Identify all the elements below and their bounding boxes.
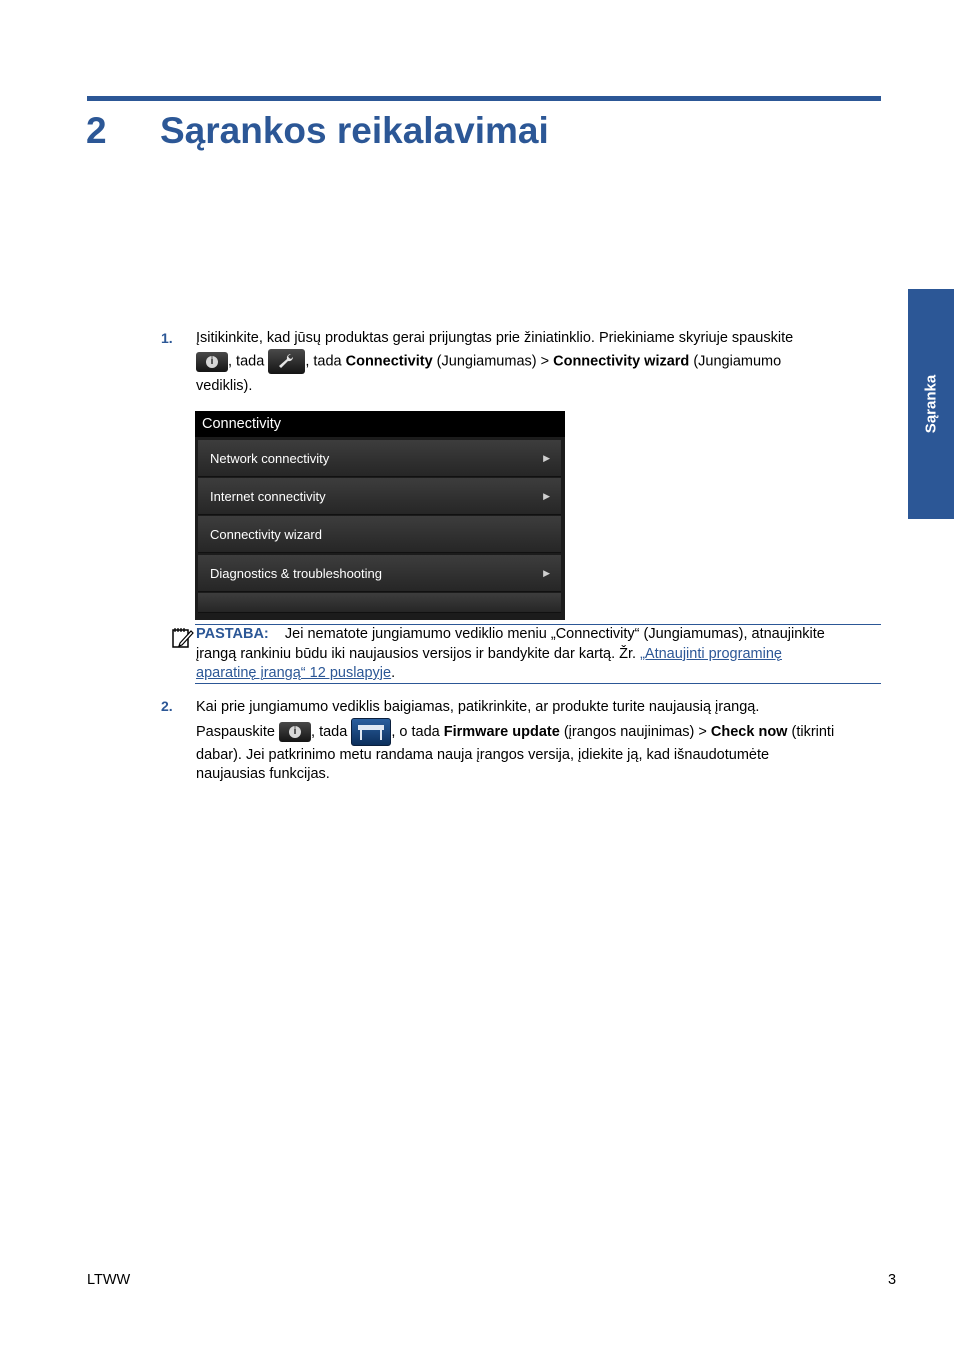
footer-left: LTWW <box>87 1272 131 1288</box>
step-1-text-c: (Jungiamumas) > <box>436 353 550 370</box>
note-text-1: Jei nematote jungiamumo vediklio meniu „Connectivity“ (Jungiamumas), atnaujinkite <box>284 626 825 642</box>
chevron-right-icon: ▶ <box>543 453 550 463</box>
note-icon <box>171 626 195 655</box>
chapter-rule <box>87 96 881 101</box>
step-2-number: 2. <box>161 698 173 714</box>
wrench-icon <box>268 349 305 374</box>
note-label: PASTABA: <box>196 626 269 642</box>
step-1-connectivity: Connectivity <box>345 353 433 370</box>
step-2-text-d: (įrangos naujinimas) > <box>563 723 707 740</box>
note-text-2: įrangą rankiniu būdu iki naujausios versijos ir bandykite dar kartą. Žr. <box>196 646 637 662</box>
menu-item-connectivity-wizard[interactable] <box>198 516 561 553</box>
menu-item-diagnostics[interactable] <box>198 555 561 592</box>
step-2-line-4: naujausias funkcijas. <box>196 766 330 782</box>
note-link-part-1[interactable]: „Atnaujinti programinę <box>640 646 782 662</box>
step-2-text-e: (tikrinti <box>791 723 835 740</box>
step-1-connectivity-wizard: Connectivity wizard <box>553 353 690 370</box>
side-tab-label: Sąranka <box>922 374 940 434</box>
step-2-text-b: , tada <box>311 723 348 740</box>
connectivity-screenshot <box>195 411 565 620</box>
note-bottom-rule <box>195 683 881 684</box>
menu-item-network-connectivity[interactable] <box>198 440 561 477</box>
chapter-title: Sąrankos reikalavimai <box>160 110 549 151</box>
step-1-line-1: Įsitikinkite, kad jūsų produktas gerai prijungtas prie žiniatinklio. Priekiniame skyriuje spauskite <box>196 330 794 346</box>
step-1-number: 1. <box>161 330 173 346</box>
menu-item-empty <box>198 593 561 613</box>
info-glyph: i <box>206 356 218 368</box>
menu-item-label: Network connectivity <box>210 451 330 466</box>
chevron-right-icon: ▶ <box>543 491 550 501</box>
menu-item-label: Diagnostics & troubleshooting <box>210 566 382 581</box>
step-1-text-b: , tada <box>305 353 342 370</box>
printer-icon <box>351 718 391 746</box>
menu-item-label: Internet connectivity <box>210 489 326 504</box>
note-end: . <box>391 665 396 681</box>
info-glyph: i <box>289 726 301 738</box>
step-1-line-2 <box>196 349 781 374</box>
screen-title: Connectivity <box>195 411 565 437</box>
note-link-part-2[interactable]: aparatinę įrangą“ 12 puslapyje <box>196 665 392 681</box>
step-2-line-3: dabar). Jei patkrinimo metu randama nauja įrangos versija, įdiekite ją, kad išnaudotumėte <box>196 747 770 763</box>
chapter-number: 2 <box>86 110 107 151</box>
step-2-line-1: Kai prie jungiamumo vediklis baigiamas, patikrinkite, ar produkte turite naujausią įrangą. <box>196 699 760 715</box>
step-2-text-a: Paspauskite <box>196 723 275 740</box>
step-1-line-3: vediklis). <box>196 378 253 394</box>
menu-item-internet-connectivity[interactable] <box>198 478 561 515</box>
side-tab <box>908 289 954 519</box>
info-button-icon <box>196 352 228 372</box>
step-2-text-c: , o tada <box>391 723 440 740</box>
note-line-3 <box>196 661 395 685</box>
page-number: 3 <box>888 1272 897 1288</box>
step-1-text-d: (Jungiamumo <box>693 353 782 370</box>
menu-item-label: Connectivity wizard <box>210 527 322 542</box>
chevron-right-icon: ▶ <box>543 568 550 578</box>
step-2-check-now: Check now <box>710 723 788 740</box>
step-1-text-a: , tada <box>228 353 265 370</box>
step-2-line-2 <box>196 718 834 746</box>
info-button-icon <box>279 722 311 742</box>
step-2-firmware-update: Firmware update <box>443 723 560 740</box>
